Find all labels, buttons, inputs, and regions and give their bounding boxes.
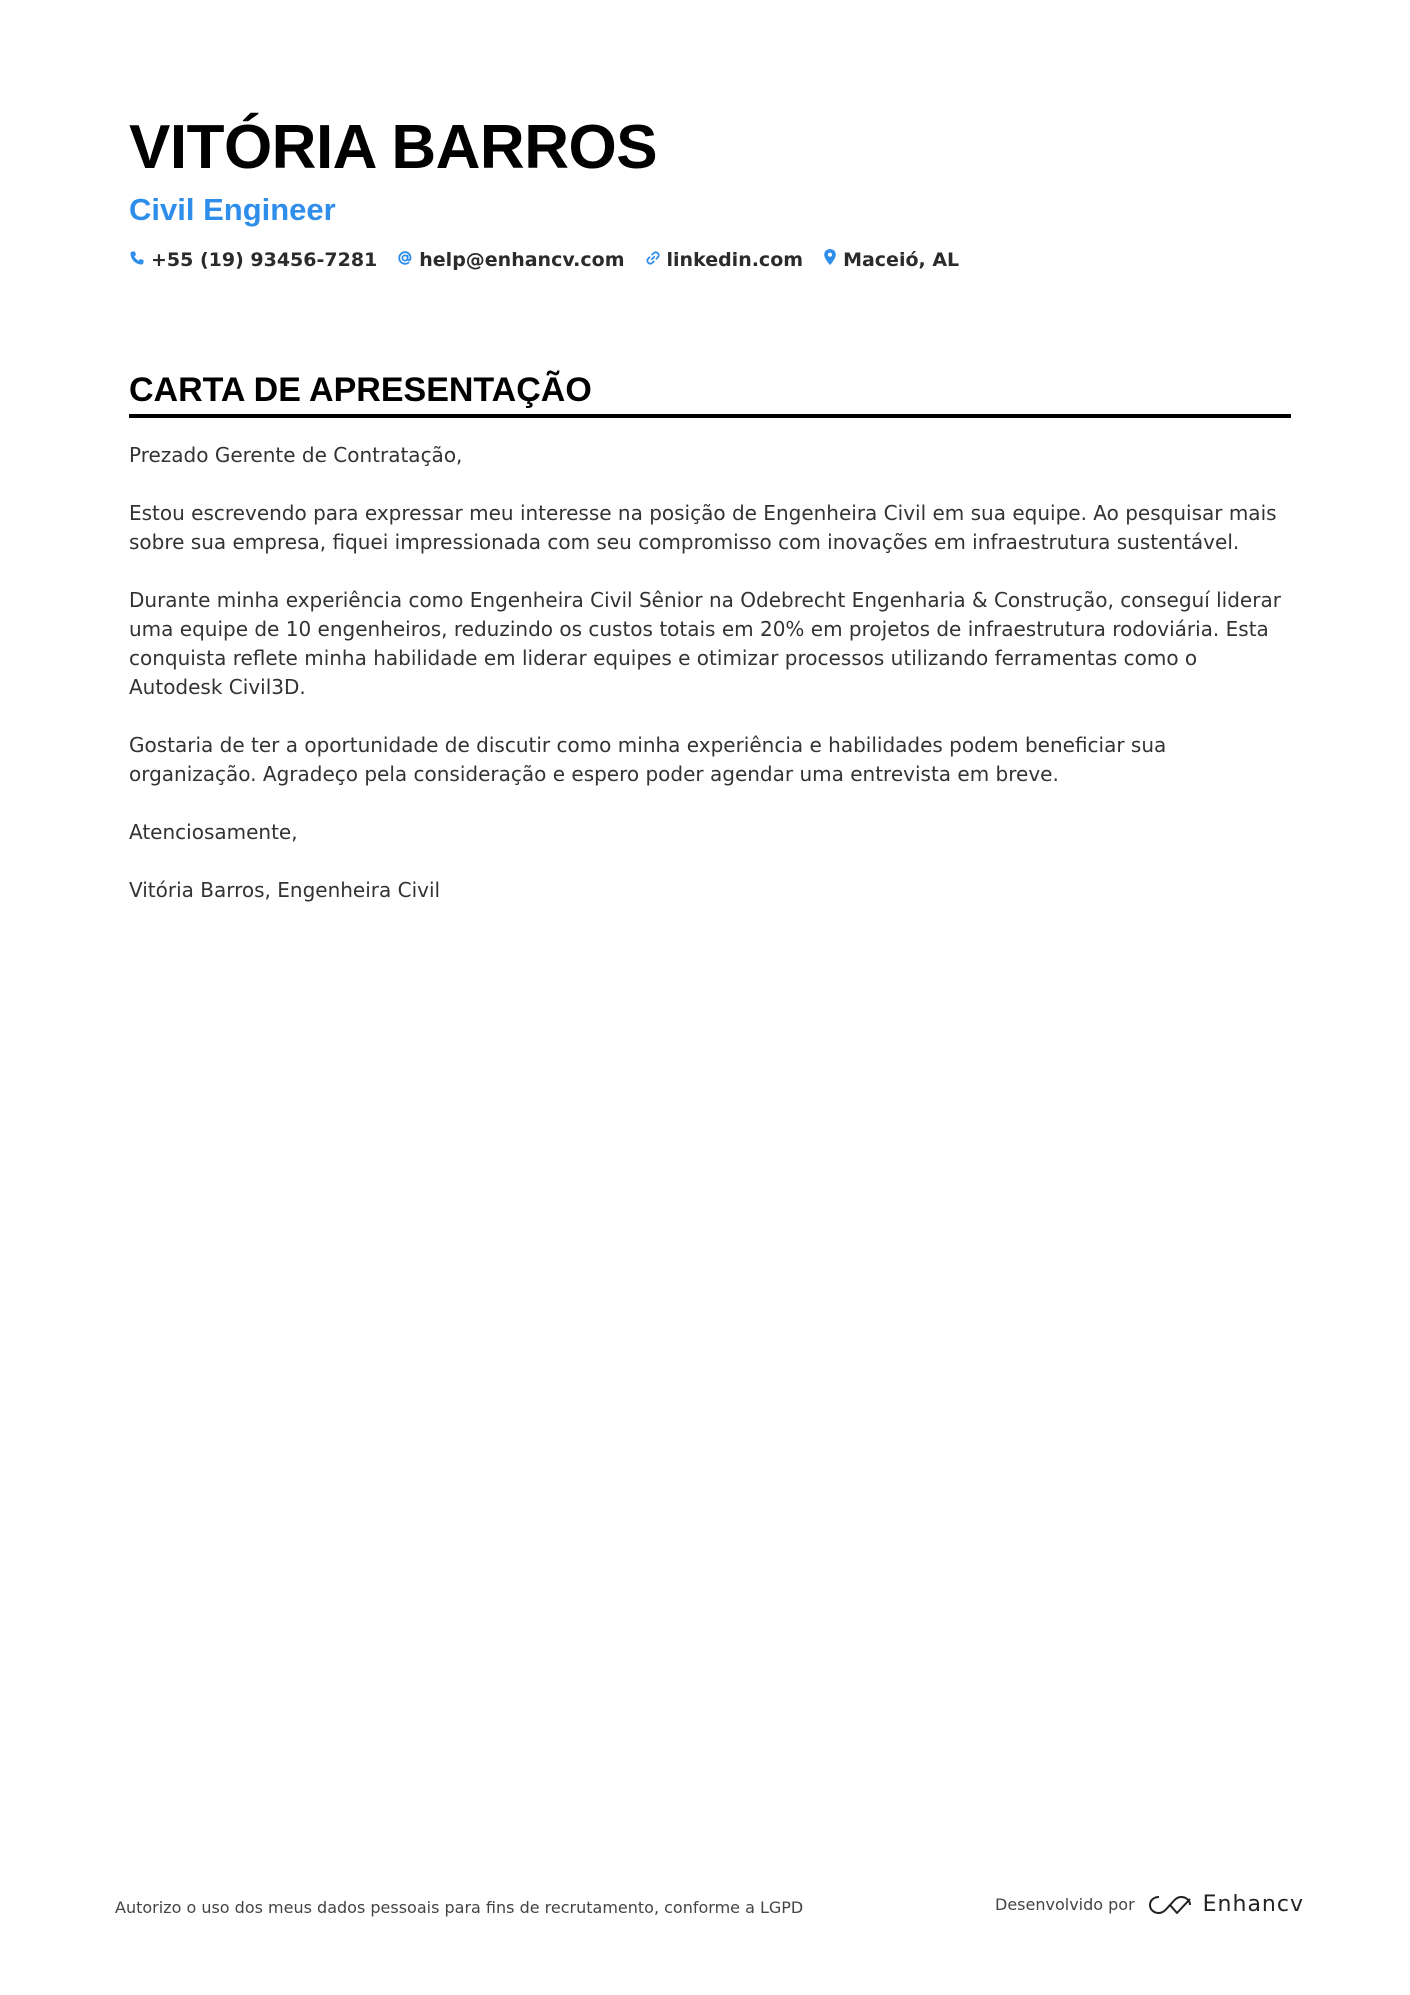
powered-by-label: Desenvolvido por	[995, 1895, 1135, 1914]
link-icon	[645, 249, 667, 271]
contact-email[interactable]	[397, 249, 624, 271]
letter-paragraph: Gostaria de ter a oportunidade de discutir como minha experiência e habilidades podem beneficiar sua organização. Agradeço pela consideração e espero poder agendar uma entrevista em breve.	[129, 733, 1167, 786]
enhancv-logo-icon	[1147, 1893, 1193, 1917]
letter-paragraph: Estou escrevendo para expressar meu interesse na posição de Engenheira Civil em sua equipe. Ao pesquisar mais sobre sua empresa, fiquei impressionada com seu compromisso com inovações em infraestrutura sustentável.	[129, 501, 1277, 554]
contact-row	[129, 248, 1289, 271]
candidate-name: VITÓRIA BARROS	[129, 113, 658, 182]
email-text: help@enhancv.com	[419, 248, 625, 271]
phone-text: +55 (19) 93456-7281	[151, 248, 378, 271]
letter-signature: Vitória Barros, Engenheira Civil	[129, 878, 441, 902]
location-pin-icon	[823, 248, 843, 271]
consent-note: Autorizo o uso dos meus dados pessoais para fins de recrutamento, conforme a LGPD	[115, 1898, 804, 1917]
at-icon	[397, 249, 419, 271]
enhancv-brand-text: Enhancv	[1202, 1892, 1304, 1917]
section-title: CARTA DE APRESENTAÇÃO	[129, 368, 1291, 418]
contact-phone	[129, 249, 377, 271]
header	[129, 108, 1289, 271]
letter-body	[129, 441, 1289, 934]
linkedin-text: linkedin.com	[666, 248, 804, 271]
candidate-role: Civil Engineer	[129, 192, 336, 227]
letter-paragraph: Durante minha experiência como Engenheira Civil Sênior na Odebrecht Engenharia & Construção, conseguí liderar uma equipe de 10 engenheiros, reduzindo os custos totais em 20% em projetos de infraestrutura rodoviária. Esta conquista reflete minha habilidade em liderar equipes e otimizar processos utilizando ferramentas como o Autodesk Civil3D.	[129, 588, 1281, 699]
powered-by[interactable]	[995, 1892, 1304, 1917]
letter-greeting: Prezado Gerente de Contratação,	[129, 443, 463, 467]
contact-linkedin[interactable]	[645, 249, 804, 271]
contact-location	[823, 248, 959, 271]
phone-icon	[129, 249, 151, 271]
letter-closing: Atenciosamente,	[129, 820, 298, 844]
location-text: Maceió, AL	[843, 248, 960, 271]
